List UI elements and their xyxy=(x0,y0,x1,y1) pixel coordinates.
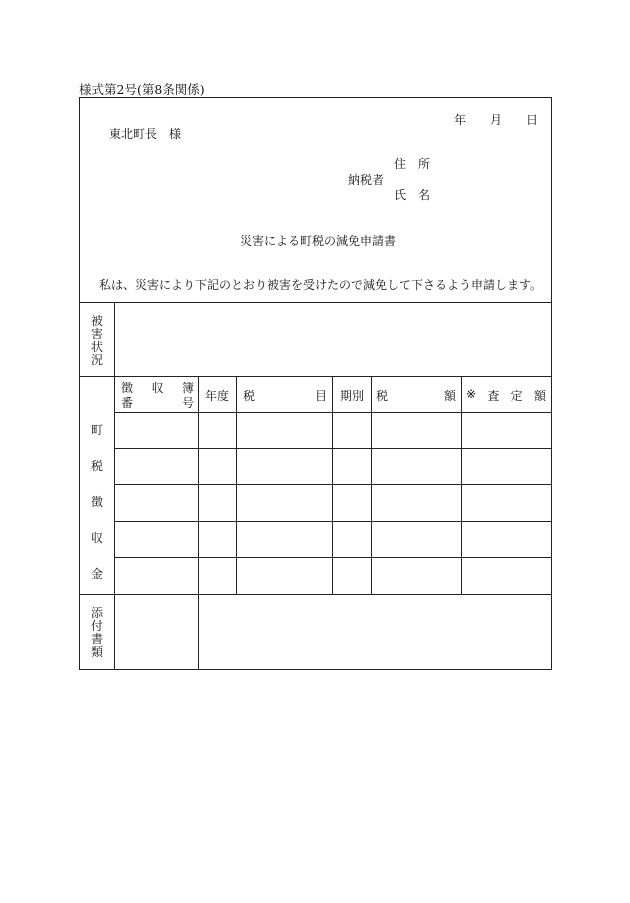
column-line xyxy=(332,376,333,594)
header-ledger-top: 徴 収 簿 xyxy=(121,381,194,395)
header-ledger-bottom: 番 号 xyxy=(121,396,194,410)
taxpayer-role: 納税者 xyxy=(348,173,385,187)
divider-header xyxy=(80,302,551,303)
divider-tax xyxy=(80,594,551,595)
damage-section-label: 被 害 状 況 xyxy=(90,314,103,367)
table-row-line xyxy=(115,484,551,485)
label-column-line xyxy=(114,302,115,669)
form-label: 様式第2号(第8条関係) xyxy=(79,82,205,97)
header-period: 期別 xyxy=(340,389,365,403)
address-label: 住 所 xyxy=(394,157,431,171)
column-line xyxy=(236,376,237,594)
name-label: 氏 名 xyxy=(394,188,431,202)
date-year-label: 年 xyxy=(454,113,467,127)
header-assessed-amount: ※ 査 定 額 xyxy=(466,387,546,403)
column-line xyxy=(461,376,462,594)
divider-damage xyxy=(80,376,551,377)
document-title: 災害による町税の減免申請書 xyxy=(240,234,397,248)
tax-section-label: 町 税 徴 収 金 xyxy=(90,423,103,581)
header-tax-item: 税 目 xyxy=(243,389,327,403)
date-day-label: 日 xyxy=(526,113,539,127)
date-month-label: 月 xyxy=(490,113,503,127)
attachments-section-label: 添 付 書 類 xyxy=(90,606,103,659)
table-row-line xyxy=(115,448,551,449)
column-line xyxy=(371,376,372,594)
header-tax-amount: 税 額 xyxy=(376,389,456,403)
divider-table-header xyxy=(115,412,551,413)
application-form xyxy=(79,97,552,670)
table-row-line xyxy=(115,557,551,558)
addressee: 東北町長 様 xyxy=(109,127,182,141)
table-row-line xyxy=(115,521,551,522)
header-year: 年度 xyxy=(205,389,230,403)
application-statement: 私は、災害により下記のとおり被害を受けたので減免して下さるよう申請します。 xyxy=(99,278,543,292)
column-line xyxy=(198,376,199,669)
